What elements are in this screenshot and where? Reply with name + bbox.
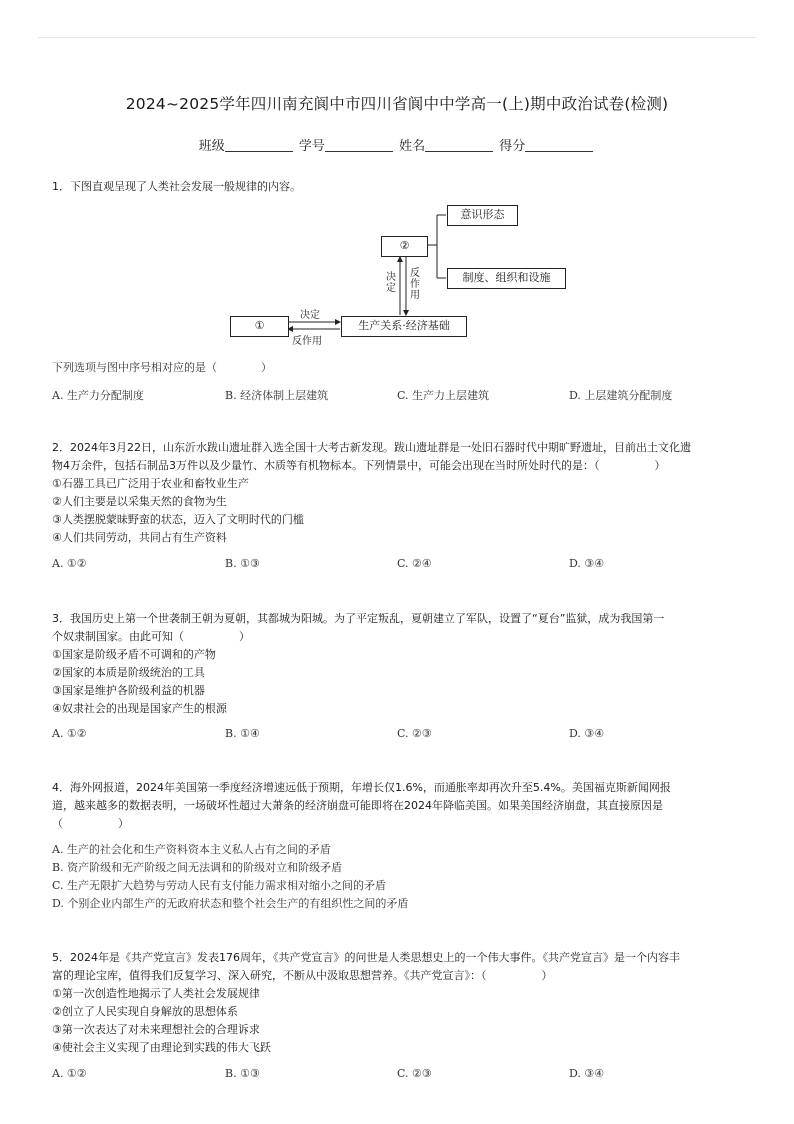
q2-option-c[interactable]: C. ②④ xyxy=(397,557,432,570)
name-blank[interactable] xyxy=(425,151,493,152)
question-2-line-2: 物4万余件，包括石制品3万件以及少量竹、木质等有机物标本。下列情景中，可能会出现在当时所处时代的是：（ ） xyxy=(52,459,666,472)
score-label: 得分 xyxy=(499,139,526,154)
label-decide-horizontal: 决定 xyxy=(300,310,320,321)
economic-base-box: 生产关系·经济基础 xyxy=(341,316,467,337)
question-4-line-1: 4．海外网报道，2024年美国第一季度经济增速远低于预期，年增长仅1.6%，而通胀率却再次升至5.4%。美国福克斯新闻网报 xyxy=(52,781,671,794)
question-1-prompt: 下列选项与图中序号相对应的是（ ） xyxy=(52,361,272,374)
student-id-label: 学号 xyxy=(298,139,325,154)
society-structure-diagram xyxy=(228,200,573,350)
q2-statement-3: ③人类摆脱蒙昧野蛮的状态，迈入了文明时代的门槛 xyxy=(52,513,304,526)
question-2-statements xyxy=(52,475,304,547)
q3-option-d[interactable]: D. ③④ xyxy=(569,727,605,740)
question-5-line-1: 5．2024年是《共产党宣言》发表176周年，《共产党宣言》的问世是人类思想史上的一个伟大事件。《共产党宣言》是一个内容丰 xyxy=(52,951,680,964)
q2-statement-2: ②人们主要是以采集天然的食物为生 xyxy=(52,495,227,508)
student-info-row xyxy=(0,135,794,154)
q5-option-c[interactable]: C. ②③ xyxy=(397,1067,432,1080)
question-5-stem xyxy=(52,949,742,985)
q2-option-a[interactable]: A. ①② xyxy=(52,557,87,570)
ideology-box: 意识形态 xyxy=(447,205,518,226)
label-react-horizontal: 反作用 xyxy=(292,336,322,347)
question-1-options xyxy=(52,387,742,405)
question-2-line-1: 2．2024年3月22日，山东沂水跋山遗址群入选全国十大考古新发现。跋山遗址群是一处旧石器时代中期旷野遗址，目前出土文化遗 xyxy=(52,441,691,454)
question-2-options xyxy=(52,557,742,575)
productive-forces-box: ① xyxy=(230,316,289,337)
q2-statement-1: ①石器工具已广泛用于农业和畜牧业生产 xyxy=(52,477,249,490)
q2-statement-4: ④人们共同劳动，共同占有生产资料 xyxy=(52,531,227,544)
superstructure-box: ② xyxy=(381,236,428,257)
q5-statement-4: ④使社会主义实现了由理论到实践的伟大飞跃 xyxy=(52,1041,271,1054)
question-3-options xyxy=(52,727,742,745)
q4-option-b[interactable]: B. 资产阶级和无产阶级之间无法调和的阶级对立和阶级矛盾 xyxy=(52,861,343,874)
question-2-stem xyxy=(52,439,742,475)
q3-option-a[interactable]: A. ①② xyxy=(52,727,87,740)
question-4-options xyxy=(52,841,408,913)
q5-statement-3: ③第一次表达了对未来理想社会的合理诉求 xyxy=(52,1023,260,1036)
question-1-text: 1．下图直观呈现了人类社会发展一般规律的内容。 xyxy=(52,180,301,193)
question-5-statements xyxy=(52,985,271,1057)
q3-statement-4: ④奴隶社会的出现是国家产生的根源 xyxy=(52,702,227,715)
question-3-stem xyxy=(52,610,742,646)
q3-statement-3: ③国家是维护各阶级利益的机器 xyxy=(52,684,205,697)
q1-option-d[interactable]: D. 上层建筑分配制度 xyxy=(569,389,673,402)
question-4-line-3: （ ） xyxy=(52,817,129,830)
q3-option-c[interactable]: C. ②③ xyxy=(397,727,432,740)
question-5-options xyxy=(52,1067,742,1085)
question-4-line-2: 道，越来越多的数据表明，一场破坏性超过大萧条的经济崩盘可能即将在2024年降临美国。如果美国经济崩盘，其直接原因是 xyxy=(52,799,663,812)
q2-option-b[interactable]: B. ①③ xyxy=(225,557,260,570)
q4-option-d[interactable]: D. 个别企业内部生产的无政府状态和整个社会生产的有组织性之间的矛盾 xyxy=(52,897,409,910)
label-react-vertical: 反 作 用 xyxy=(410,268,420,301)
q5-option-d[interactable]: D. ③④ xyxy=(569,1067,605,1080)
question-1-stem xyxy=(52,178,742,196)
q1-option-c[interactable]: C. 生产力上层建筑 xyxy=(397,389,490,402)
q5-statement-2: ②创立了人民实现自身解放的思想体系 xyxy=(52,1005,238,1018)
q4-option-a[interactable]: A. 生产的社会化和生产资料资本主义私人占有之间的矛盾 xyxy=(52,843,331,856)
exam-title: 2024~2025学年四川南充阆中市四川省阆中中学高一(上)期中政治试卷(检测) xyxy=(125,95,669,113)
q5-option-a[interactable]: A. ①② xyxy=(52,1067,87,1080)
q3-statement-1: ①国家是阶级矛盾不可调和的产物 xyxy=(52,648,216,661)
question-3-statements xyxy=(52,646,227,718)
q2-option-d[interactable]: D. ③④ xyxy=(569,557,605,570)
q3-statement-2: ②国家的本质是阶级统治的工具 xyxy=(52,666,205,679)
question-5-line-2: 富的理论宝库，值得我们反复学习、深入研究，不断从中汲取思想营养。《共产党宣言》：（ ） xyxy=(52,969,553,982)
q1-option-a[interactable]: A. 生产力分配制度 xyxy=(52,389,144,402)
q5-option-b[interactable]: B. ①③ xyxy=(225,1067,260,1080)
class-blank[interactable] xyxy=(225,151,293,152)
q4-option-c[interactable]: C. 生产无限扩大趋势与劳动人民有支付能力需求相对缩小之间的矛盾 xyxy=(52,879,387,892)
q1-option-b[interactable]: B. 经济体制上层建筑 xyxy=(225,389,329,402)
label-decide-vertical: 决 定 xyxy=(386,272,396,294)
question-3-line-2: 个奴隶制国家。由此可知（ ） xyxy=(52,630,250,643)
class-label: 班级 xyxy=(198,139,225,154)
question-3-line-1: 3．我国历史上第一个世袭制王朝为夏朝，其都城为阳城。为了平定叛乱，夏朝建立了军队，设置了“夏台”监狱，成为我国第一 xyxy=(52,612,665,625)
institutions-box: 制度、组织和设施 xyxy=(447,268,566,289)
q3-option-b[interactable]: B. ①④ xyxy=(225,727,260,740)
name-label: 姓名 xyxy=(399,139,426,154)
student-id-blank[interactable] xyxy=(325,151,393,152)
q5-statement-1: ①第一次创造性地揭示了人类社会发展规律 xyxy=(52,987,260,1000)
question-4-stem xyxy=(52,779,742,833)
top-divider xyxy=(38,37,756,38)
score-blank[interactable] xyxy=(525,151,593,152)
